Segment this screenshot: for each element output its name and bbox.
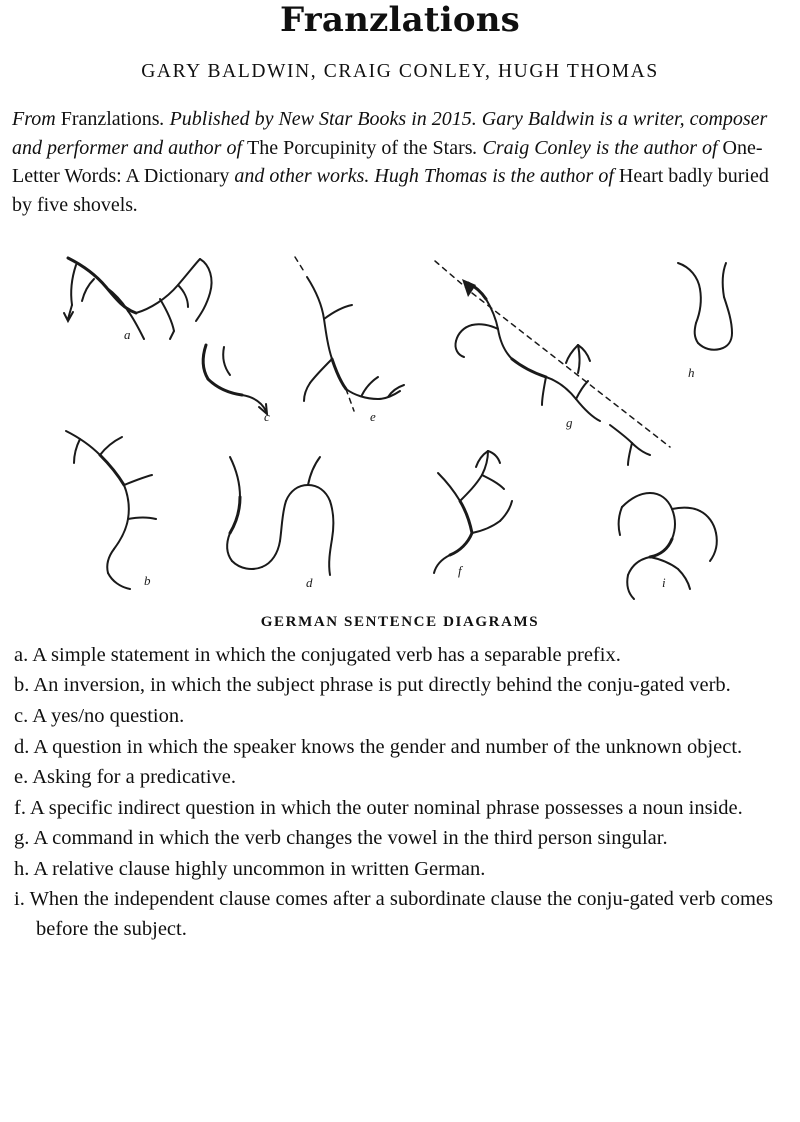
figure-caption: GERMAN SENTENCE DIAGRAMS bbox=[260, 613, 540, 630]
diagram-legend-list bbox=[10, 641, 790, 944]
svg-text:i: i bbox=[662, 574, 666, 590]
blurb-segment: . Published by New Star Books in 2015. Gary Baldwin is a writer, composer and performer and author of bbox=[12, 108, 768, 159]
blurb-segment: . bbox=[133, 193, 139, 216]
legend-item bbox=[14, 763, 786, 793]
legend-item-text: When the independent clause comes after a subordinate clause the conju-gated verb comes before the subject. bbox=[29, 888, 773, 940]
legend-item-text: Asking for a predicative. bbox=[32, 766, 237, 789]
blurb-segment: and other works. Hugh Thomas is the author of bbox=[229, 165, 619, 188]
legend-item-label: d. bbox=[14, 735, 34, 758]
legend-item bbox=[14, 733, 786, 763]
blurb-segment: Franzlations bbox=[60, 108, 160, 131]
legend-item-label: b. bbox=[14, 674, 34, 697]
legend-item bbox=[14, 855, 786, 885]
svg-text:c: c bbox=[264, 408, 270, 424]
legend-item bbox=[14, 702, 786, 732]
blurb-segment: . Craig Conley is the author of bbox=[472, 136, 723, 159]
svg-text:h: h bbox=[688, 364, 695, 380]
blurb-segment: The Porcupinity of the Stars bbox=[247, 136, 473, 159]
legend-item-text: A question in which the speaker knows the gender and number of the unknown object. bbox=[33, 735, 743, 758]
legend-item-text: A relative clause highly uncommon in written German. bbox=[33, 857, 486, 880]
legend-item-label: a. bbox=[14, 643, 33, 666]
legend-item-label: g. bbox=[14, 827, 34, 850]
svg-text:e: e bbox=[370, 408, 376, 424]
svg-text:a: a bbox=[124, 326, 131, 342]
legend-item-label: c. bbox=[14, 704, 33, 727]
legend-item bbox=[14, 885, 786, 944]
diagram-illustration bbox=[10, 235, 790, 610]
blurb-segment: From bbox=[12, 108, 61, 131]
legend-item bbox=[14, 641, 786, 671]
svg-text:d: d bbox=[306, 574, 313, 590]
legend-item-label: i. bbox=[14, 888, 30, 911]
german-sentence-diagrams-figure bbox=[10, 235, 790, 610]
blurb-segment: Heart badly buried by five shovels bbox=[12, 165, 769, 216]
svg-text:f: f bbox=[458, 562, 462, 578]
legend-item-text: A simple statement in which the conjugated verb has a separable prefix. bbox=[32, 643, 621, 666]
svg-text:b: b bbox=[144, 572, 151, 588]
legend-item-label: h. bbox=[14, 857, 34, 880]
legend-item-text: A specific indirect question in which the outer nominal phrase possesses a noun inside. bbox=[29, 796, 743, 819]
svg-text:g: g bbox=[566, 414, 573, 430]
legend-item-text: An inversion, in which the subject phrase is put directly behind the conju-gated verb. bbox=[33, 674, 731, 697]
legend-item-label: f. bbox=[14, 796, 30, 819]
document-page bbox=[0, 2, 800, 1122]
publication-blurb bbox=[10, 105, 790, 219]
page-title: Franzlations bbox=[279, 0, 521, 40]
legend-item bbox=[14, 794, 786, 824]
legend-item bbox=[14, 824, 786, 854]
legend-item-label: e. bbox=[14, 766, 33, 789]
blurb-segment: One-Letter Words: A Dictionary bbox=[12, 136, 763, 188]
legend-item-text: A command in which the verb changes the vowel in the third person singular. bbox=[33, 827, 668, 850]
authors-byline: GARY BALDWIN, CRAIG CONLEY, HUGH THOMAS bbox=[141, 61, 659, 83]
legend-item bbox=[14, 671, 786, 701]
legend-item-text: A yes/no question. bbox=[32, 704, 185, 727]
